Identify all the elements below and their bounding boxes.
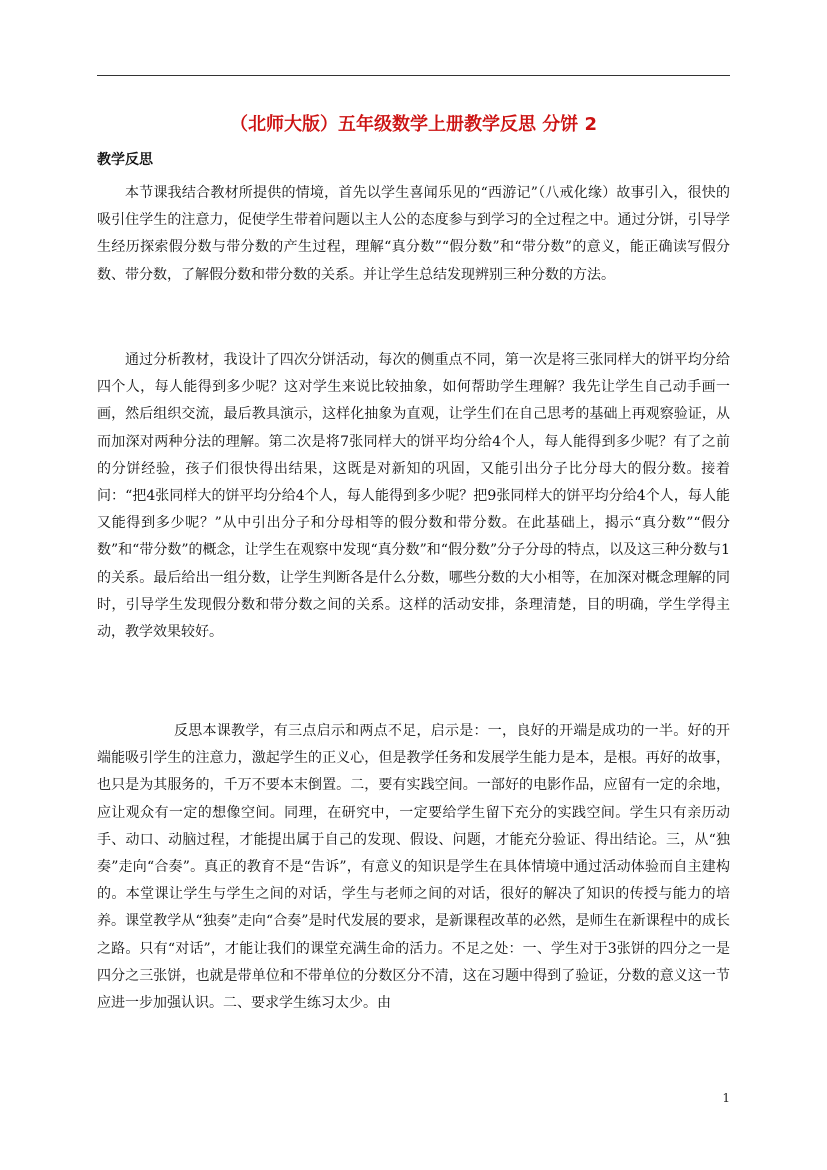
paragraph-intro: 本节课我结合教材所提供的情境，首先以学生喜闻乐见的“西游记”（八戒化缘）故事引入，很快的吸引住学生的注意力，促使学生带着问题以主人公的态度参与到学习的全过程之中。通过分饼，引导学生经历探索假分数与带分数的产生过程，理解“真分数”“假分数”和“带分数”的意义，能正确读写假分数、带分数，了解假分数和带分数的关系。并让学生总结发现辨别三种分数的方法。 (97, 185, 730, 283)
paragraph-reflection: 反思本课教学，有三点启示和两点不足，启示是：一，良好的开端是成功的一半。好的开端能吸引学生的注意力，激起学生的正义心，但是教学任务和发展学生能力是本，是根。再好的故事，也只是为其服务的，千万不要本末倒置。二，要有实践空间。一部好的电影作品，应留有一定的余地，应让观众有一定的想像空间。同理，在研究中，一定要给学生留下充分的实践空间。学生只有亲历动手、动口、动脑过程，才能提出属于自己的发现、假设、问题，才能充分验证、得出结论。三，从“独奏”走向“合奏”。真正的教育不是“告诉”，有意义的知识是学生在具体情境中通过活动体验而自主建构的。本堂课让学生与学生之间的对话，学生与老师之间的对话，很好的解决了知识的传授与能力的培养。课堂教学从“独奏”走向“合奏”是时代发展的要求，是新课程改革的必然，是师生在新课程中的成长之路。只有“对话”，才能让我们的课堂充满生命的活力。不足之处：一、学生对于3张饼的四分之一是四分之三张饼，也就是带单位和不带单位的分数区分不清，这在习题中得到了验证，分数的意义这一节应进一步加强认识。二、要求学生练习太少。由 (97, 723, 730, 1012)
section-heading: 教学反思 (97, 152, 153, 168)
document-title: （北师大版）五年级数学上册教学反思 分饼 2 (229, 114, 598, 135)
page-number: 1 (722, 1091, 730, 1105)
header-rule (97, 75, 730, 76)
paragraph-activities: 通过分析教材，我设计了四次分饼活动，每次的侧重点不同，第一次是将三张同样大的饼平均分给四个人，每人能得到多少呢？这对学生来说比较抽象，如何帮助学生理解？我先让学生自己动手画一画，然后组织交流，最后教具演示，这样化抽象为直观，让学生们在自己思考的基础上再观察验证，从而加深对两种分法的理解。第二次是将7张同样大的饼平均分给4个人，每人能得到多少呢？有了之前的分饼经验，孩子们很快得出结果，这既是对新知的巩固，又能引出分子比分母大的假分数。接着问：“把4张同样大的饼平均分给4个人，每人能得到多少呢？把9张同样大的饼平均分给4个人，每人能又能得到多少呢？”从中引出分子和分母相等的假分数和带分数。在此基础上，揭示“真分数”“假分数”和“带分数”的概念，让学生在观察中发现“真分数”和“假分数”分子分母的特点，以及这三种分数与1的关系。最后给出一组分数，让学生判断各是什么分数，哪些分数的大小相等，在加深对概念理解的同时，引导学生发现假分数和带分数之间的关系。这样的活动安排，条理清楚，目的明确，学生学得主动，教学效果较好。 (97, 352, 731, 641)
